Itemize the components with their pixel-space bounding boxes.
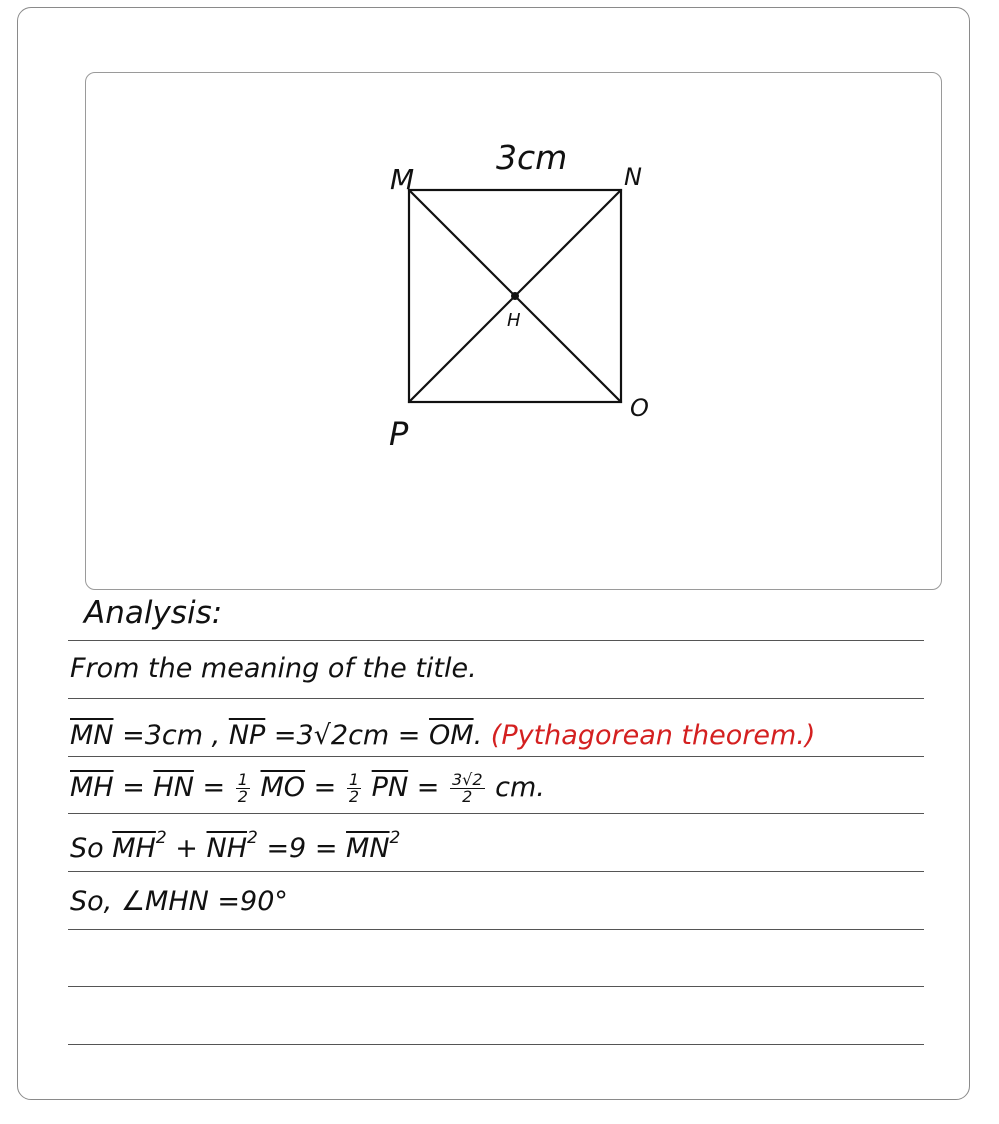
segment-mn: $\overline{MN}$ <box>346 833 390 864</box>
side-length-label: 3cm <box>496 138 568 177</box>
ruled-line <box>68 986 924 987</box>
equals-sign: = <box>416 772 440 803</box>
segment-mn: $\overline{MN}$ <box>70 720 114 751</box>
ruled-line <box>68 756 924 757</box>
analysis-line-3 <box>70 772 545 805</box>
exponent: 2 <box>389 828 401 848</box>
exponent: 2 <box>155 828 167 848</box>
analysis-line-1: From the meaning of the title. <box>70 653 477 684</box>
so-word: So <box>70 833 104 864</box>
exponent: 2 <box>247 828 258 848</box>
plus-sign: + <box>175 833 198 864</box>
analysis-line-5: So, ∠MHN =90° <box>70 886 288 917</box>
ruled-line <box>68 813 924 814</box>
analysis-heading: Analysis: <box>84 595 223 631</box>
figure-panel <box>85 72 942 590</box>
segment-mh: $\overline{MH}$ <box>70 772 114 803</box>
segment-nh: $\overline{NH}$ <box>206 833 248 864</box>
center-label-h: H <box>507 310 521 331</box>
segment-pn: $\overline{PN}$ <box>371 772 409 803</box>
analysis-line-2 <box>70 722 815 749</box>
equals-sign: = <box>202 772 226 803</box>
equation-text: . <box>473 720 483 751</box>
ruled-line <box>68 929 924 930</box>
equation-text: =9 = <box>266 833 338 864</box>
square-diagram <box>86 73 943 591</box>
ruled-line <box>68 871 924 872</box>
segment-hn: $\overline{HN}$ <box>153 772 194 803</box>
pythagorean-note: (Pythagorean theorem.) <box>490 720 816 751</box>
segment-np: $\overline{NP}$ <box>228 720 266 751</box>
ruled-line <box>68 1044 924 1045</box>
equation-text: =3√2cm = <box>273 720 421 751</box>
analysis-line-4 <box>70 830 400 862</box>
vertex-label-p: P <box>389 415 409 453</box>
segment-mo: $\overline{MO}$ <box>260 772 306 803</box>
equation-text: =3cm , <box>122 720 221 751</box>
fraction-one-half: $\frac{1}{2}$ <box>348 770 360 806</box>
vertex-label-n: N <box>624 163 642 191</box>
vertex-label-o: O <box>630 394 649 422</box>
unit-cm: cm. <box>495 772 545 803</box>
fraction-three-root-two-over-two: $\frac{3√2}{2}$ <box>451 770 483 806</box>
ruled-line <box>68 640 924 641</box>
segment-om: $\overline{OM}$ <box>429 720 474 751</box>
equals-sign: = <box>122 772 145 803</box>
equals-sign: = <box>313 772 337 803</box>
vertex-label-m: M <box>390 163 415 196</box>
center-point-h <box>511 292 519 300</box>
ruled-line <box>68 698 924 699</box>
segment-mh: $\overline{MH}$ <box>112 833 156 864</box>
answer-card <box>17 7 970 1100</box>
fraction-one-half: $\frac{1}{2}$ <box>237 770 248 806</box>
